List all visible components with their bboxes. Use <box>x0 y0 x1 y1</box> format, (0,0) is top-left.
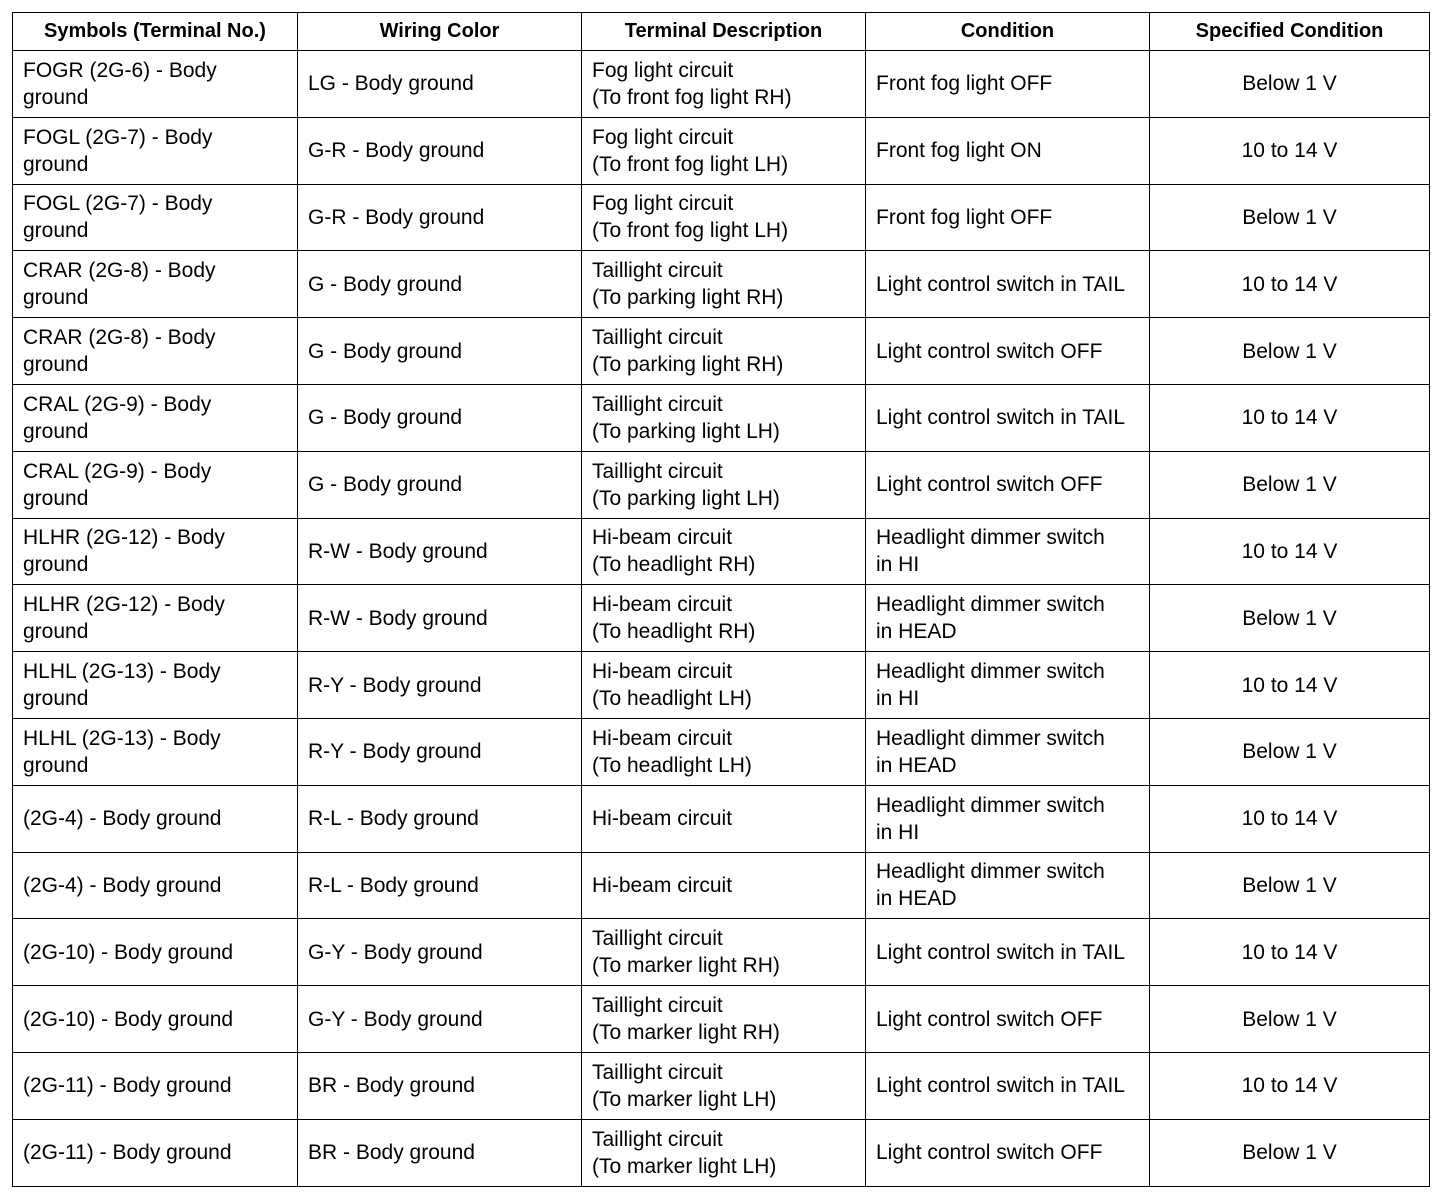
condition-cell-line: in HI <box>876 820 920 844</box>
condition-cell <box>866 117 1150 184</box>
condition-cell-line: Light control switch in TAIL <box>876 940 1126 964</box>
terminal-description-cell-line: Taillight circuit <box>592 459 723 483</box>
symbol-cell-line: ground <box>23 286 89 310</box>
terminal-description-cell-line: Hi-beam circuit <box>592 726 733 750</box>
specified-condition-cell: Below 1 V <box>1150 184 1430 251</box>
symbol-cell-line: ground <box>23 620 89 644</box>
condition-cell-line: Headlight dimmer switch <box>876 860 1105 884</box>
terminal-description-cell <box>582 718 866 785</box>
symbol-cell <box>13 117 298 184</box>
symbol-cell-line: CRAR (2G-8) - Body <box>23 326 216 350</box>
terminal-description-cell-line: Taillight circuit <box>592 927 723 951</box>
condition-cell-line: in HEAD <box>876 620 957 644</box>
symbol-cell <box>13 251 298 318</box>
symbol-cell-line: ground <box>23 553 89 577</box>
header-row <box>13 13 1430 51</box>
specified-condition-cell: Below 1 V <box>1150 585 1430 652</box>
symbol-cell <box>13 1052 298 1119</box>
terminal-description-cell <box>582 986 866 1053</box>
table-header <box>13 13 1430 51</box>
symbol-cell-line: HLHR (2G-12) - Body <box>23 593 225 617</box>
terminal-description-cell-line: Taillight circuit <box>592 259 723 283</box>
terminal-description-cell <box>582 251 866 318</box>
symbol-cell <box>13 384 298 451</box>
condition-cell-line: in HEAD <box>876 753 957 777</box>
terminal-description-cell-line: (To parking light LH) <box>592 419 780 443</box>
wiring-color-cell: G - Body ground <box>298 451 582 518</box>
condition-cell-line: in HI <box>876 687 920 711</box>
symbol-cell <box>13 1119 298 1186</box>
symbol-cell-line: ground <box>23 687 89 711</box>
specified-condition-cell: Below 1 V <box>1150 451 1430 518</box>
table-row <box>13 384 1430 451</box>
specified-condition-cell: Below 1 V <box>1150 1119 1430 1186</box>
wiring-color-cell: G-Y - Body ground <box>298 919 582 986</box>
terminal-description-cell-line: Hi-beam circuit <box>592 873 733 897</box>
condition-cell <box>866 451 1150 518</box>
condition-cell-line: in HI <box>876 553 920 577</box>
specified-condition-cell: Below 1 V <box>1150 318 1430 385</box>
table-row <box>13 117 1430 184</box>
terminal-spec-table <box>12 12 1430 1187</box>
terminal-description-cell-line: Taillight circuit <box>592 326 723 350</box>
terminal-description-cell-line: Fog light circuit <box>592 58 734 82</box>
table-row <box>13 518 1430 585</box>
condition-cell <box>866 51 1150 118</box>
terminal-description-cell <box>582 852 866 919</box>
terminal-description-cell <box>582 318 866 385</box>
symbol-cell-line: CRAL (2G-9) - Body <box>23 459 212 483</box>
condition-cell-line: Light control switch in TAIL <box>876 272 1126 296</box>
wiring-color-cell: G - Body ground <box>298 251 582 318</box>
symbol-cell-line: HLHL (2G-13) - Body <box>23 660 221 684</box>
table-row <box>13 451 1430 518</box>
terminal-description-cell <box>582 652 866 719</box>
table-row <box>13 318 1430 385</box>
table-row <box>13 251 1430 318</box>
terminal-description-cell <box>582 451 866 518</box>
terminal-description-cell <box>582 1052 866 1119</box>
specified-condition-cell: Below 1 V <box>1150 718 1430 785</box>
terminal-description-cell <box>582 184 866 251</box>
specified-condition-cell: Below 1 V <box>1150 986 1430 1053</box>
terminal-description-cell <box>582 384 866 451</box>
symbol-cell-line: FOGL (2G-7) - Body <box>23 192 213 216</box>
specified-condition-cell: 10 to 14 V <box>1150 251 1430 318</box>
terminal-description-cell-line: Fog light circuit <box>592 125 734 149</box>
condition-cell <box>866 852 1150 919</box>
terminal-description-cell-line: Hi-beam circuit <box>592 526 733 550</box>
condition-cell <box>866 184 1150 251</box>
wiring-color-cell: G-R - Body ground <box>298 184 582 251</box>
symbol-cell-line: (2G-10) - Body ground <box>23 940 234 964</box>
terminal-description-cell <box>582 117 866 184</box>
terminal-description-cell <box>582 51 866 118</box>
symbol-cell-line: (2G-4) - Body ground <box>23 807 222 831</box>
condition-cell-line: Headlight dimmer switch <box>876 593 1105 617</box>
symbol-cell-line: HLHL (2G-13) - Body <box>23 726 221 750</box>
condition-cell-line: Light control switch in TAIL <box>876 1074 1126 1098</box>
table-row <box>13 718 1430 785</box>
symbol-cell-line: CRAR (2G-8) - Body <box>23 259 216 283</box>
symbol-cell <box>13 585 298 652</box>
header-wiring-color: Wiring Color <box>298 13 582 51</box>
terminal-description-cell <box>582 919 866 986</box>
terminal-description-cell-line: (To parking light RH) <box>592 286 784 310</box>
symbol-cell-line: ground <box>23 85 89 109</box>
wiring-color-cell: R-W - Body ground <box>298 518 582 585</box>
terminal-description-cell-line: Hi-beam circuit <box>592 660 733 684</box>
wiring-color-cell: BR - Body ground <box>298 1052 582 1119</box>
terminal-description-cell-line: Taillight circuit <box>592 994 723 1018</box>
condition-cell <box>866 1119 1150 1186</box>
condition-cell <box>866 251 1150 318</box>
terminal-description-cell <box>582 1119 866 1186</box>
symbol-cell <box>13 184 298 251</box>
header-symbols: Symbols (Terminal No.) <box>13 13 298 51</box>
symbol-cell <box>13 652 298 719</box>
wiring-color-cell: R-W - Body ground <box>298 585 582 652</box>
symbol-cell <box>13 852 298 919</box>
terminal-description-cell <box>582 785 866 852</box>
condition-cell <box>866 1052 1150 1119</box>
table-row <box>13 585 1430 652</box>
symbol-cell-line: (2G-11) - Body ground <box>23 1141 232 1165</box>
specified-condition-cell: Below 1 V <box>1150 852 1430 919</box>
symbol-cell-line: ground <box>23 486 89 510</box>
symbol-cell-line: (2G-4) - Body ground <box>23 873 222 897</box>
symbol-cell <box>13 451 298 518</box>
terminal-description-cell-line: (To headlight LH) <box>592 687 752 711</box>
terminal-description-cell-line: (To parking light LH) <box>592 486 780 510</box>
symbol-cell-line: ground <box>23 152 89 176</box>
condition-cell <box>866 919 1150 986</box>
condition-cell <box>866 652 1150 719</box>
terminal-description-cell-line: Taillight circuit <box>592 1060 723 1084</box>
condition-cell-line: Front fog light OFF <box>876 205 1053 229</box>
terminal-description-cell-line: Fog light circuit <box>592 192 734 216</box>
condition-cell <box>866 718 1150 785</box>
specified-condition-cell: 10 to 14 V <box>1150 652 1430 719</box>
specified-condition-cell: 10 to 14 V <box>1150 1052 1430 1119</box>
wiring-color-cell: G-Y - Body ground <box>298 986 582 1053</box>
specified-condition-cell: 10 to 14 V <box>1150 384 1430 451</box>
table-row <box>13 652 1430 719</box>
condition-cell-line: Front fog light OFF <box>876 72 1053 96</box>
terminal-description-cell-line: (To front fog light LH) <box>592 152 789 176</box>
header-specified-condition: Specified Condition <box>1150 13 1430 51</box>
symbol-cell <box>13 785 298 852</box>
terminal-description-cell <box>582 585 866 652</box>
terminal-description-cell-line: (To marker light LH) <box>592 1087 777 1111</box>
condition-cell-line: Light control switch OFF <box>876 473 1103 497</box>
condition-cell <box>866 585 1150 652</box>
symbol-cell-line: FOGL (2G-7) - Body <box>23 125 213 149</box>
symbol-cell <box>13 718 298 785</box>
table-row <box>13 852 1430 919</box>
wiring-color-cell: G-R - Body ground <box>298 117 582 184</box>
table-row <box>13 785 1430 852</box>
condition-cell-line: Light control switch OFF <box>876 1141 1103 1165</box>
condition-cell-line: Headlight dimmer switch <box>876 660 1105 684</box>
symbol-cell-line: ground <box>23 219 89 243</box>
symbol-cell <box>13 919 298 986</box>
terminal-description-cell-line: (To parking light RH) <box>592 353 784 377</box>
terminal-description-cell-line: (To headlight RH) <box>592 620 756 644</box>
condition-cell <box>866 518 1150 585</box>
terminal-description-cell <box>582 518 866 585</box>
table-row <box>13 919 1430 986</box>
condition-cell <box>866 785 1150 852</box>
condition-cell-line: Headlight dimmer switch <box>876 793 1105 817</box>
symbol-cell <box>13 518 298 585</box>
terminal-description-cell-line: (To headlight LH) <box>592 753 752 777</box>
symbol-cell-line: ground <box>23 419 89 443</box>
condition-cell-line: Light control switch in TAIL <box>876 406 1126 430</box>
terminal-description-cell-line: (To marker light LH) <box>592 1154 777 1178</box>
symbol-cell-line: (2G-10) - Body ground <box>23 1007 234 1031</box>
symbol-cell <box>13 318 298 385</box>
terminal-description-cell-line: Hi-beam circuit <box>592 593 733 617</box>
wiring-color-cell: BR - Body ground <box>298 1119 582 1186</box>
table-row <box>13 986 1430 1053</box>
symbol-cell-line: FOGR (2G-6) - Body <box>23 58 217 82</box>
terminal-description-cell-line: Taillight circuit <box>592 392 723 416</box>
wiring-color-cell: R-L - Body ground <box>298 785 582 852</box>
specified-condition-cell: 10 to 14 V <box>1150 785 1430 852</box>
condition-cell-line: Headlight dimmer switch <box>876 526 1105 550</box>
terminal-description-cell-line: (To front fog light LH) <box>592 219 789 243</box>
condition-cell <box>866 318 1150 385</box>
terminal-description-cell-line: (To headlight RH) <box>592 553 756 577</box>
terminal-description-cell-line: (To marker light RH) <box>592 1021 780 1045</box>
terminal-description-cell-line: (To front fog light RH) <box>592 85 792 109</box>
wiring-color-cell: LG - Body ground <box>298 51 582 118</box>
condition-cell-line: Front fog light ON <box>876 139 1042 163</box>
symbol-cell-line: ground <box>23 753 89 777</box>
condition-cell-line: Headlight dimmer switch <box>876 726 1105 750</box>
condition-cell-line: in HEAD <box>876 887 957 911</box>
wiring-color-cell: R-Y - Body ground <box>298 718 582 785</box>
specified-condition-cell: Below 1 V <box>1150 51 1430 118</box>
symbol-cell-line: HLHR (2G-12) - Body <box>23 526 225 550</box>
condition-cell <box>866 384 1150 451</box>
table-row <box>13 1119 1430 1186</box>
wiring-color-cell: G - Body ground <box>298 384 582 451</box>
specified-condition-cell: 10 to 14 V <box>1150 117 1430 184</box>
wiring-color-cell: R-L - Body ground <box>298 852 582 919</box>
condition-cell <box>866 986 1150 1053</box>
terminal-description-cell-line: Hi-beam circuit <box>592 807 733 831</box>
specified-condition-cell: 10 to 14 V <box>1150 919 1430 986</box>
terminal-description-cell-line: Taillight circuit <box>592 1127 723 1151</box>
symbol-cell <box>13 51 298 118</box>
symbol-cell-line: CRAL (2G-9) - Body <box>23 392 212 416</box>
condition-cell-line: Light control switch OFF <box>876 339 1103 363</box>
header-condition: Condition <box>866 13 1150 51</box>
table-row <box>13 1052 1430 1119</box>
table-body <box>13 51 1430 1187</box>
symbol-cell-line: (2G-11) - Body ground <box>23 1074 232 1098</box>
symbol-cell-line: ground <box>23 353 89 377</box>
terminal-description-cell-line: (To marker light RH) <box>592 954 780 978</box>
table-row <box>13 51 1430 118</box>
wiring-color-cell: R-Y - Body ground <box>298 652 582 719</box>
wiring-color-cell: G - Body ground <box>298 318 582 385</box>
specified-condition-cell: 10 to 14 V <box>1150 518 1430 585</box>
table-row <box>13 184 1430 251</box>
header-terminal-description: Terminal Description <box>582 13 866 51</box>
symbol-cell <box>13 986 298 1053</box>
condition-cell-line: Light control switch OFF <box>876 1007 1103 1031</box>
